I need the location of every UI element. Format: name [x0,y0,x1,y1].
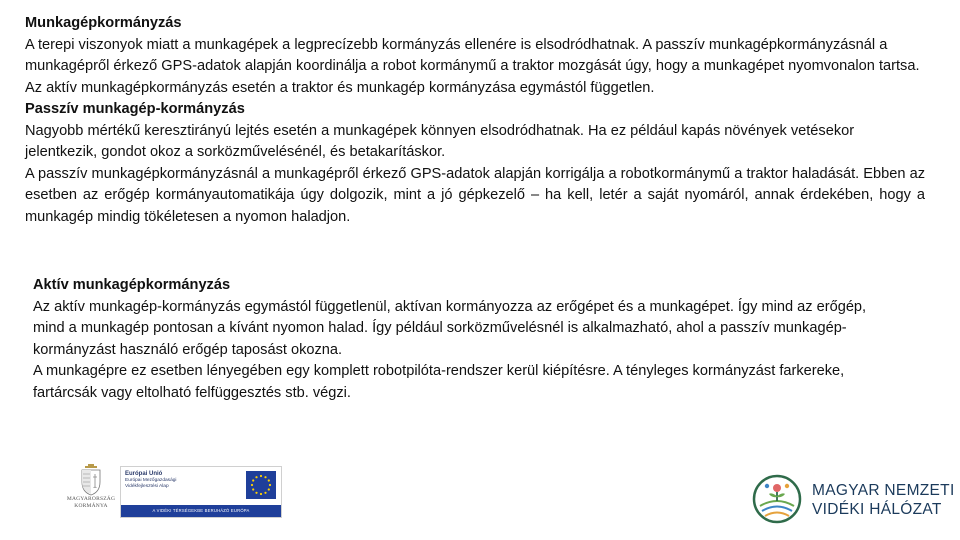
paragraph-passziv-1: Nagyobb mértékű keresztirányú lejtés esetén a munkagépek könnyen elsodródhatnak. Ha ez például kapás növények vetésekor jelentkezik, gondot okoz a sorközművelésénél, és betakarításkor. [25,122,855,160]
text-block-top [25,13,925,228]
eu-slogan-strip: A VIDÉKI TÉRSÉGEKBE BERUHÁZÓ EURÓPA [121,505,281,517]
eu-stars-icon [246,471,276,499]
heading-passziv: Passzív munkagép-kormányzás [25,101,245,117]
paragraph-passziv-2: A passzív munkagépkormányzásnál a munkagépről érkező GPS-adatok alapján korrigálja a robotkormánymű a traktor haladását. Ebben az esetben az erőgép kormányautomatikája úgy dolgozik, mint a jó gépkezelő – ha kell, letér a saját nyomáról, annak érdekében, hogy a munkagép mindig tökéletesen a nyomon haladjon. [25,165,925,225]
eu-title: Európai Unió [125,471,163,477]
eu-line-1: Európai Mezőgazdasági [125,478,177,483]
eu-fund-logo [120,466,282,518]
eu-text [125,470,235,490]
hungary-government-logo [62,460,120,518]
crest-caption [62,496,120,510]
mnvh-logo-icon [752,474,802,524]
crest-line-2: KORMÁNYA [74,503,108,509]
crest-line-1: MAGYARORSZÁG [66,496,116,502]
paragraph-intro: A terepi viszonyok miatt a munkagépek a legprecízebb kormányzás ellenére is elsodródhatnak. A passzív munkagépkormányzásnál a munkagépről érkező GPS-adatok alapján koordinálja a robot kormánymű a traktor mozgását úgy, hogy a munkagépet nyomvonalon tartsa. Az aktív munkagépkormányzás esetén a traktor és munkagép kormányzása egymástól független. [25,36,920,96]
coat-of-arms-icon [78,462,104,496]
paragraph-aktiv-1: Az aktív munkagép-kormányzás egymástól függetlenül, aktívan kormányozza az erőgépet és a munkagépet. Így mind az erőgép, mind a munkagép pontosan a kívánt nyomon halad. Így például sorközművelésnél is alkalmazható, ahol a passzív munkagép-kormányzást használó erőgép taposást okozna. [33,298,867,358]
heading-munkagepkormanyzas: Munkagépkormányzás [25,15,182,31]
heading-aktiv: Aktív munkagépkormányzás [33,277,231,293]
eu-flag-icon [246,471,276,499]
footer-logo-right [752,474,955,530]
mnvh-title-line-2: VIDÉKI HÁLÓZAT [812,501,942,518]
text-block-bottom [33,275,893,404]
eu-line-2: Vidékfejlesztési Alap [125,484,169,489]
mnvh-title-line-1: MAGYAR NEMZETI [812,482,955,499]
paragraph-aktiv-2: A munkagépre ez esetben lényegében egy komplett robotpilóta-rendszer kerül kiépítésre. A tényleges kormányzást farkereke, fartárcsák vagy eltolható felfüggesztés stb. végzi. [33,363,845,401]
